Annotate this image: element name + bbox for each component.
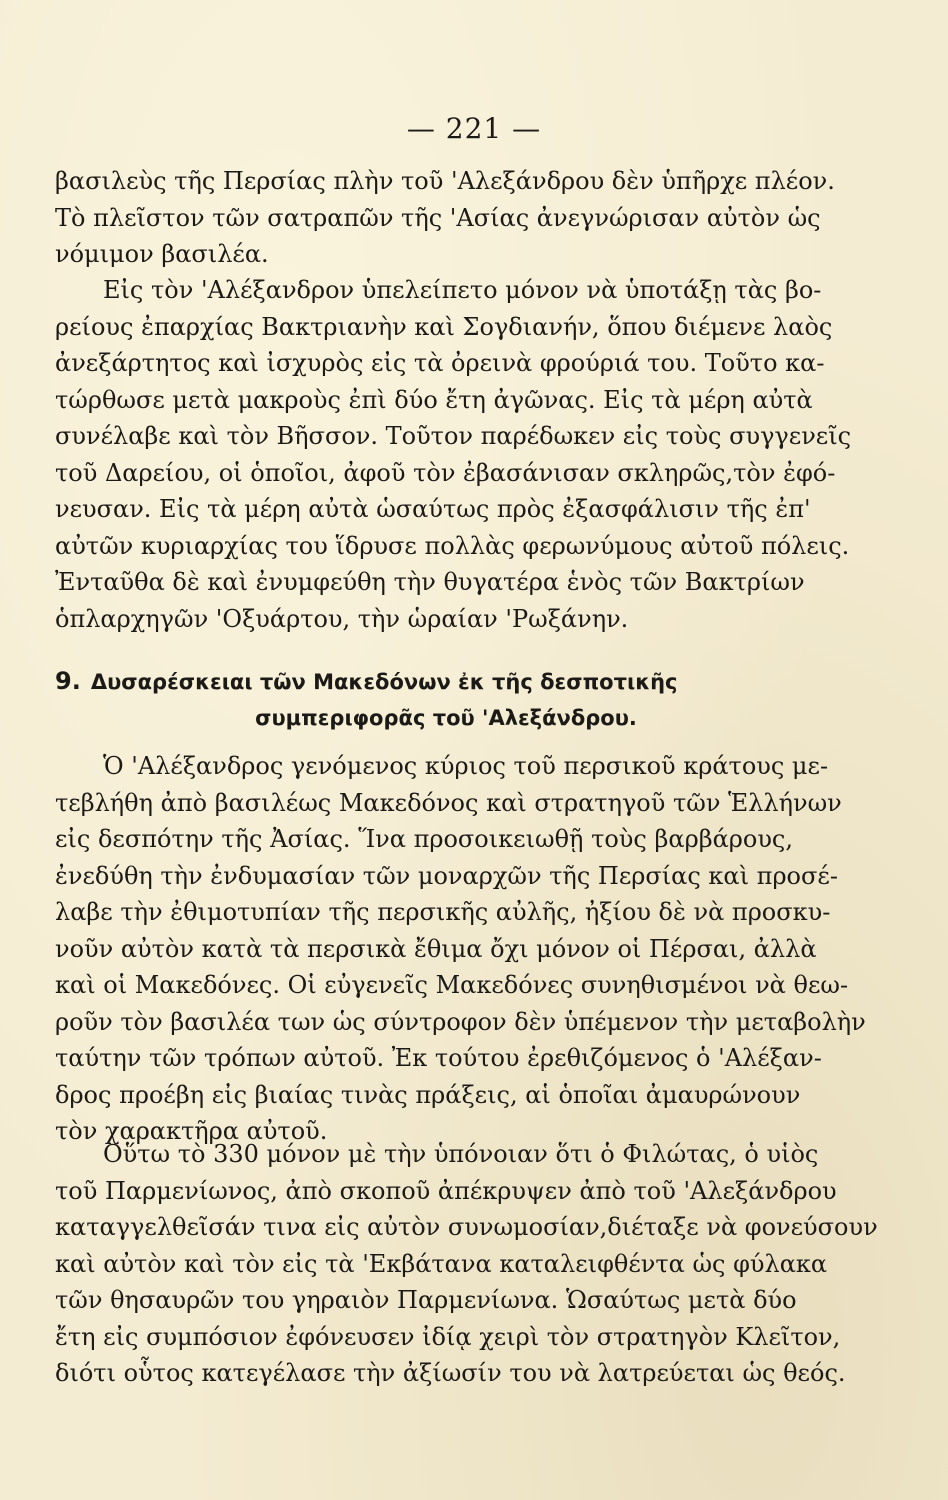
text-line: τεβλήθη ἀπὸ βασιλέως Μακεδόνος καὶ στρατηγοῦ τῶν Ἑλλήνων [55, 788, 842, 817]
text-line: τῶν θησαυρῶν του γηραιὸν Παρμενίωνα. Ὡσαύτως μετὰ δύο [55, 1286, 797, 1314]
text-line: συνέλαβε καὶ τὸν Βῆσσον. Τοῦτον παρέδωκεν εἰς τοὺς συγγενεῖς [55, 422, 852, 450]
section-heading-line-1 [55, 663, 797, 700]
text-line: ἐνεδύθη τὴν ἐνδυμασίαν τῶν μοναρχῶν τῆς Περσίας καὶ προσέ- [55, 861, 838, 890]
text-line: Τὸ πλεῖστον τῶν σατραπῶν τῆς 'Ασίας ἀνεγνώρισαν αὐτὸν ὡς [55, 203, 821, 232]
text-line: τὸν χαρακτῆρα αὐτοῦ. [55, 1117, 328, 1145]
text-line: καταγγελθεῖσάν τινα εἰς αὐτὸν συνωμοσίαν,διέταξε νὰ φονεύσουν [55, 1213, 878, 1241]
text-line: διότι οὗτος κατεγέλασε τὴν ἀξίωσίν του νὰ λατρεύεται ὡς θεός. [55, 1359, 846, 1387]
text-line: νόμιμον βασιλέα. [55, 240, 269, 268]
text-line: εἰς δεσπότην τῆς Ἀσίας. Ἵνα προσοικειωθῇ τοὺς βαρβάρους, [55, 825, 793, 853]
text-line: νευσαν. Εἰς τὰ μέρη αὐτὰ ὡσαύτως πρὸς ἐξασφάλισιν τῆς ἐπ' [55, 495, 811, 523]
text-line: δρος προέβη εἰς βιαίας τινὰς πράξεις, αἱ ὁποῖαι ἀμαυρώνουν [55, 1080, 801, 1109]
text-line: Εἰς τὸν 'Αλέξανδρον ὑπελείπετο μόνον νὰ ὑποτάξῃ τὰς βο- [103, 276, 822, 304]
paragraph-4 [55, 1136, 878, 1392]
paragraph-3 [55, 748, 866, 1150]
text-line: Οὕτω τὸ 330 μόνον μὲ τὴν ὑπόνοιαν ὅτι ὁ Φιλώτας, ὁ υἱὸς [103, 1140, 819, 1168]
text-line: ὁπλαρχηγῶν 'Οξυάρτου, τὴν ὡραίαν 'Ρωξάνην. [55, 604, 629, 633]
text-line: Ἐνταῦθα δὲ καὶ ἐνυμφεύθη τὴν θυγατέρα ἑνὸς τῶν Βακτρίων [55, 568, 805, 596]
text-line: τοῦ Δαρείου, οἱ ὁποῖοι, ἀφοῦ τὸν ἐβασάνισαν σκληρῶς,τὸν ἐφό- [55, 458, 836, 487]
text-line: ἀνεξάρτητος καὶ ἰσχυρὸς εἰς τὰ ὀρεινὰ φρούριά του. Τοῦτο κα- [55, 349, 825, 377]
paragraph-2 [55, 272, 852, 637]
text-line: ἔτη εἰς συμπόσιον ἐφόνευσεν ἰδίᾳ χειρὶ τὸν στρατηγὸν Κλεῖτον, [55, 1322, 841, 1351]
text-line: ροῦν τὸν βασιλέα των ὡς σύντροφον δὲν ὑπέμενον τὴν μεταβολὴν [55, 1007, 866, 1036]
text-line: λαβε τὴν ἐθιμοτυπίαν τῆς περσικῆς αὐλῆς, ἠξίου δὲ νὰ προσκυ- [55, 898, 831, 926]
text-line: ταύτην τῶν τρόπων αὐτοῦ. Ἐκ τούτου ἐρεθιζόμενος ὁ 'Αλέξαν- [55, 1044, 822, 1072]
text-line: νοῦν αὐτὸν κατὰ τὰ περσικὰ ἔθιμα ὄχι μόνον οἱ Πέρσαι, ἀλλὰ [55, 934, 817, 963]
text-line: ρείους ἐπαρχίας Βακτριανὴν καὶ Σογδιανήν, ὅπου διέμενε λαὸς [55, 312, 833, 341]
text-line: καὶ αὐτὸν καὶ τὸν εἰς τὰ 'Εκβάτανα καταλειφθέντα ὡς φύλακα [55, 1249, 828, 1278]
paragraph-1 [55, 163, 835, 273]
section-number: 9. [55, 667, 81, 695]
page-number: — 221 — [406, 112, 542, 145]
section-title-part-2: συμπεριφορᾶς τοῦ 'Αλεξάνδρου. [255, 706, 637, 730]
text-line: αὐτῶν κυριαρχίας του ἵδρυσε πολλὰς φερωνύμους αὐτοῦ πόλεις. [55, 531, 850, 560]
text-line: Ὁ 'Αλέξανδρος γενόμενος κύριος τοῦ περσικοῦ κράτους με- [103, 752, 829, 780]
section-heading [55, 663, 797, 736]
text-line: καὶ οἱ Μακεδόνες. Οἱ εὐγενεῖς Μακεδόνες συνηθισμένοι νὰ θεω- [55, 971, 849, 999]
section-title-part-1: Δυσαρέσκειαι τῶν Μακεδόνων ἐκ τῆς δεσποτικῆς [90, 670, 678, 694]
text-line: βασιλεὺς τῆς Περσίας πλὴν τοῦ 'Αλεξάνδρου δὲν ὑπῆρχε πλέον. [55, 167, 835, 195]
text-line: τοῦ Παρμενίωνος, ἀπὸ σκοποῦ ἀπέκρυψεν ἀπὸ τοῦ 'Αλεξάνδρου [55, 1176, 837, 1205]
text-line: τώρθωσε μετὰ μακροὺς ἐπὶ δύο ἔτη ἀγῶνας. Εἰς τὰ μέρη αὐτὰ [55, 385, 813, 414]
